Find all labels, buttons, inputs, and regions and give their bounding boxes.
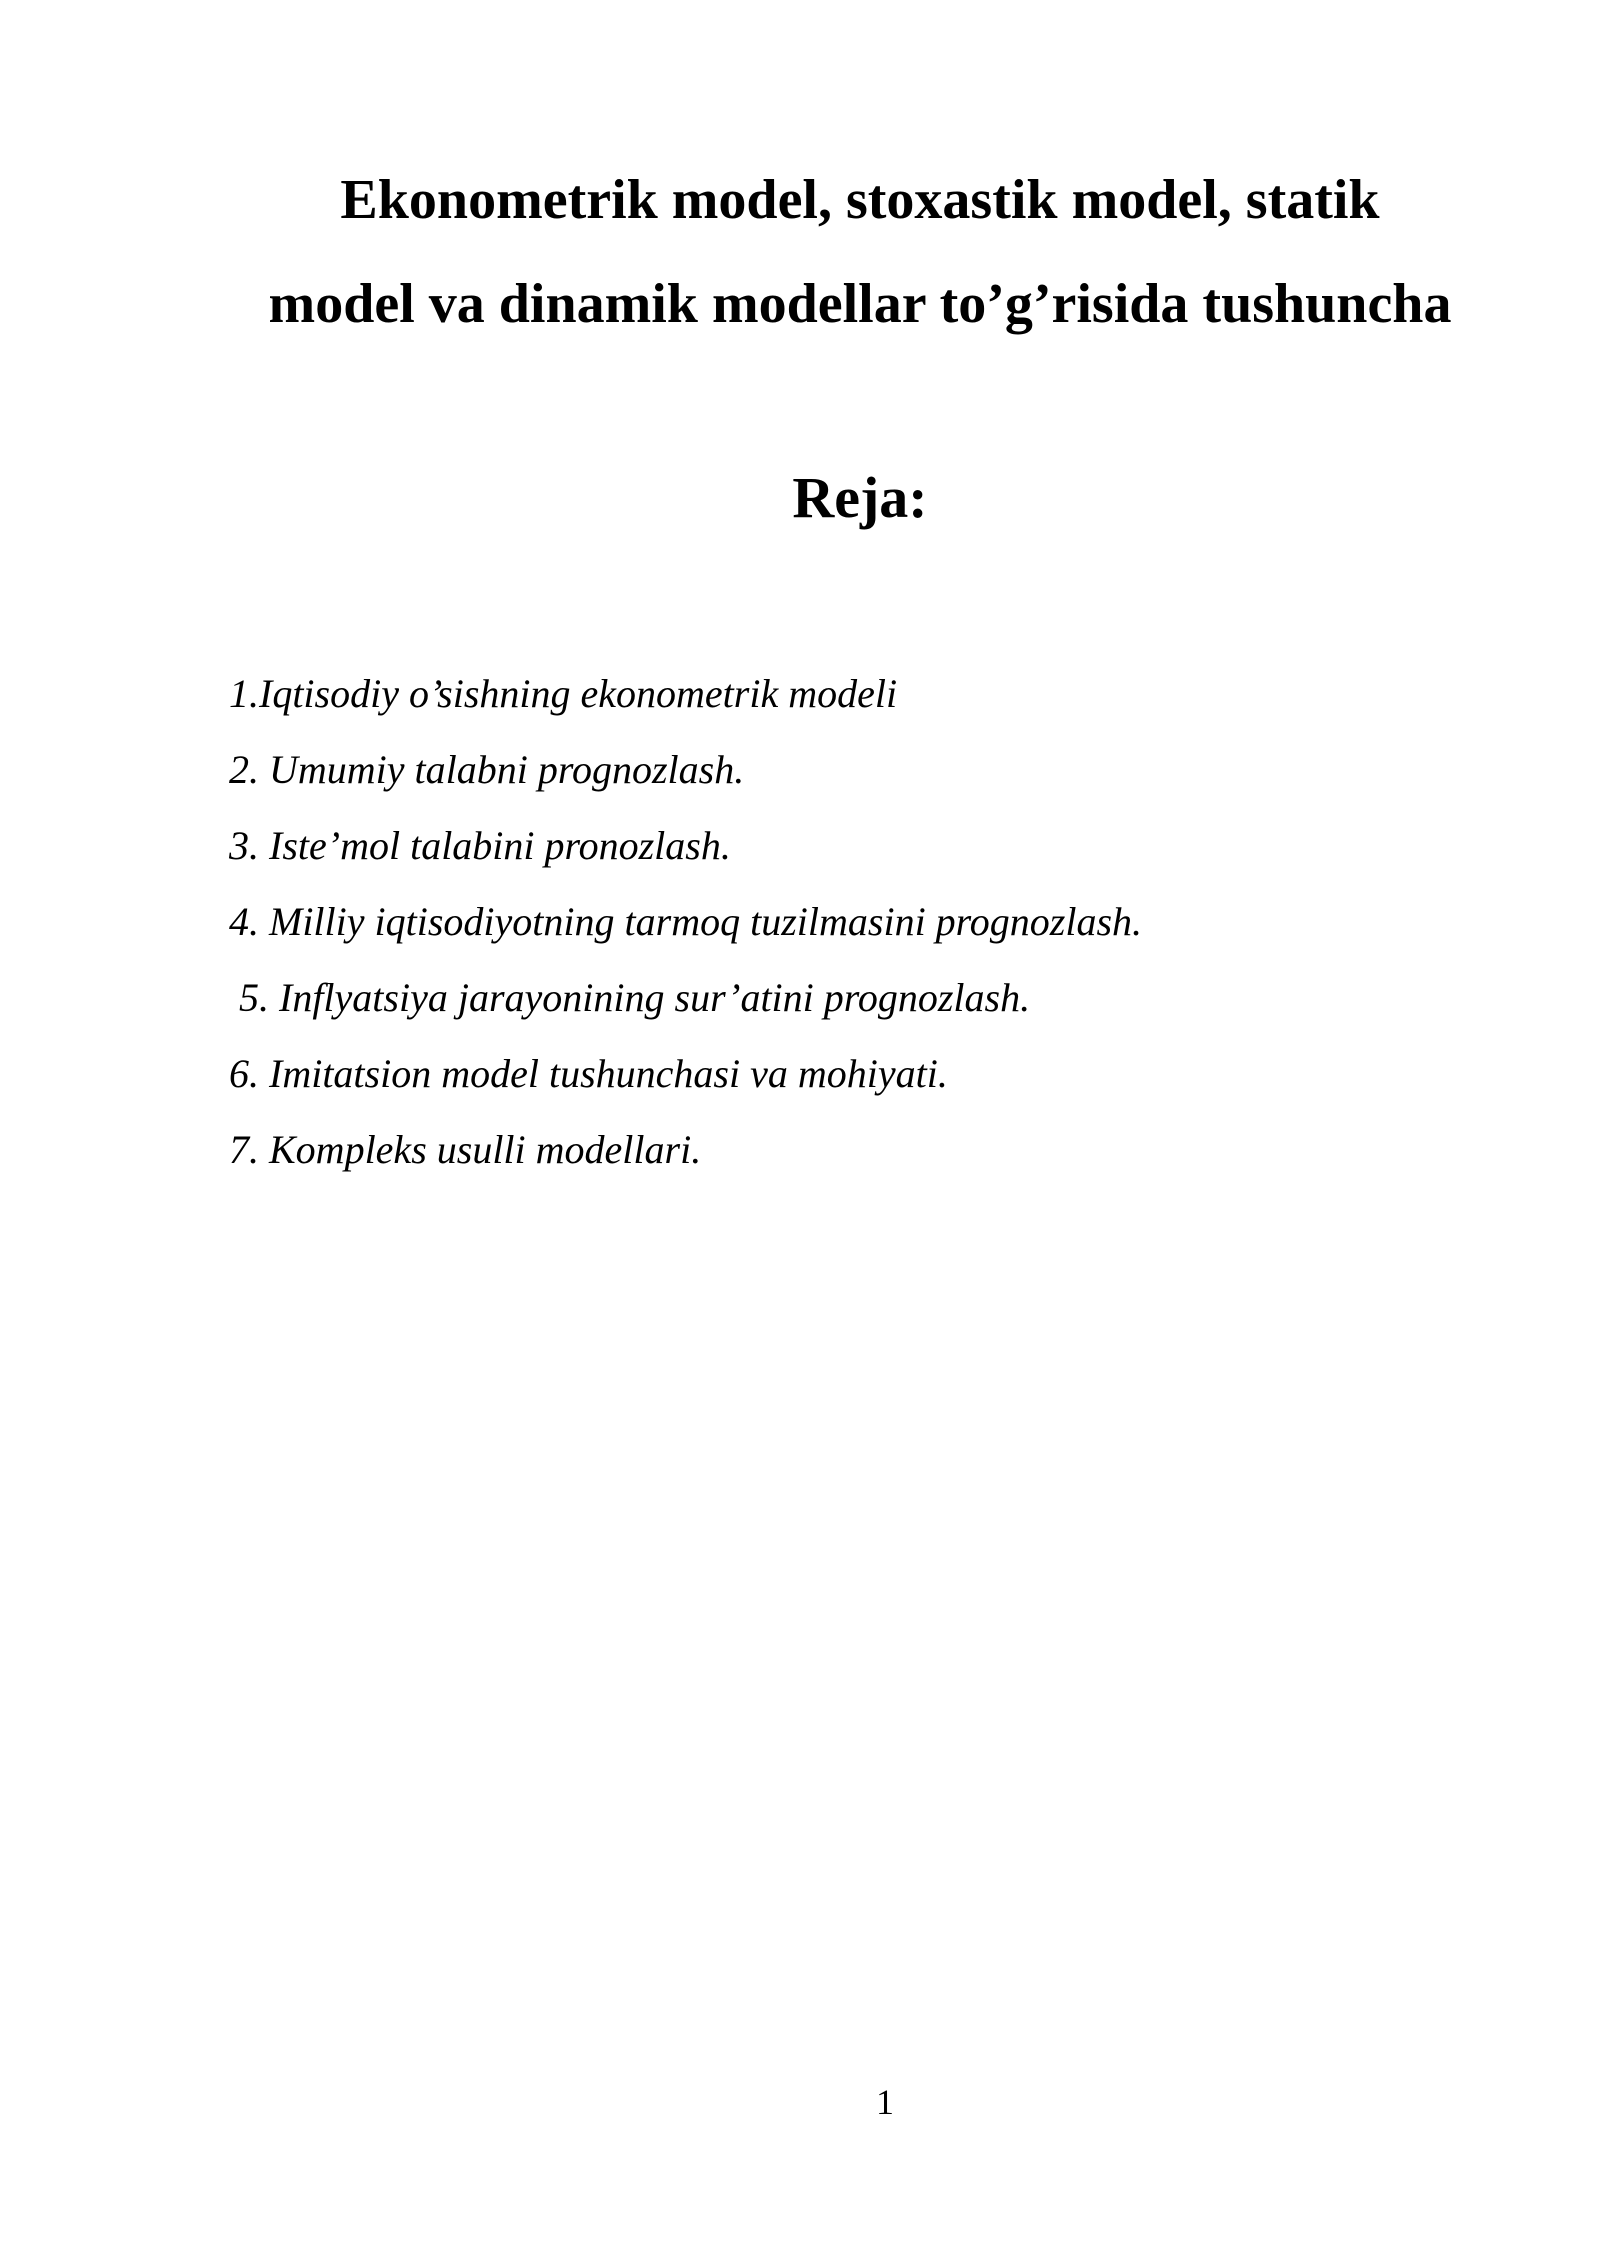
document-title <box>150 148 1570 356</box>
plan-item-6: 6. Imitatsion model tushunchasi va mohiyati. <box>229 1051 948 1096</box>
plan-item-3: 3. Iste’mol talabini pronozlash. <box>229 823 731 868</box>
title-line-2: model va dinamik modellar to’g’risida tushuncha <box>268 273 1452 335</box>
plan-item-5: 5. Inflyatsiya jarayonining sur’atini prognozlash. <box>229 975 1031 1020</box>
page-number: 1 <box>876 2082 894 2122</box>
plan-item-1: 1.Iqtisodiy o’sishning ekonometrik modeli <box>229 671 898 716</box>
plan-item-4: 4. Milliy iqtisodiyotning tarmoq tuzilmasini prognozlash. <box>229 899 1143 944</box>
plan-heading: Reja: <box>792 465 928 530</box>
plan-item-7: 7. Kompleks usulli modellari. <box>229 1127 702 1172</box>
title-line-1: Ekonometrik model, stoxastik model, statik <box>340 169 1380 231</box>
plan-item-2: 2. Umumiy talabni prognozlash. <box>229 747 745 792</box>
plan-list <box>229 656 1142 1188</box>
